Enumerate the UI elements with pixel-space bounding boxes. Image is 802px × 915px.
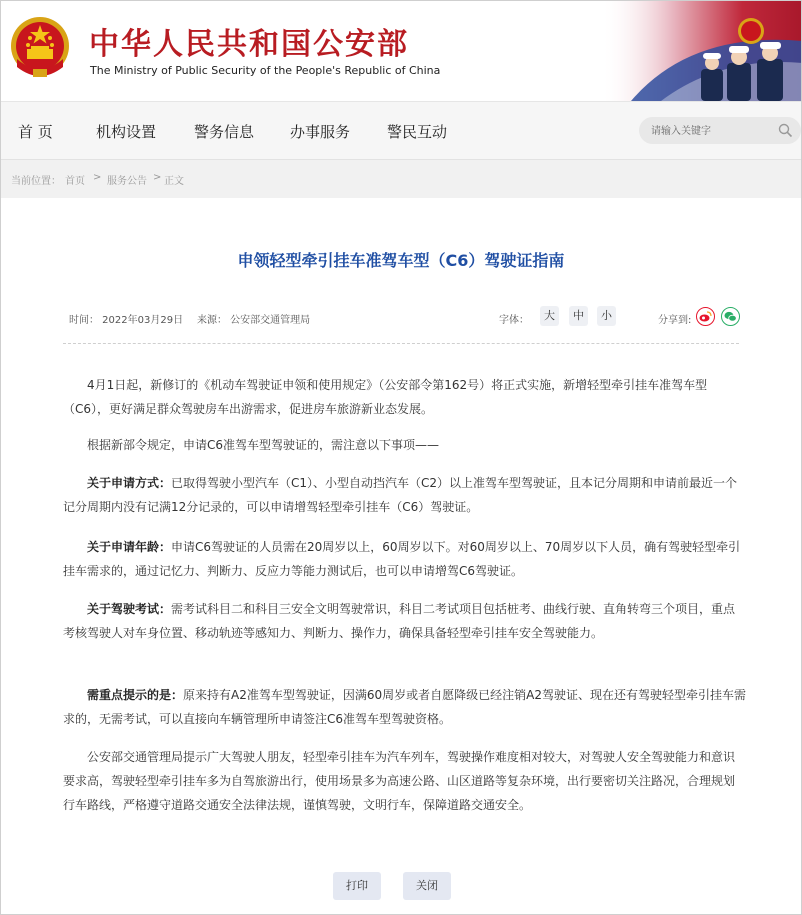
font-size-medium-button[interactable]: 中 (569, 306, 588, 326)
nav-item-interaction[interactable]: 警民互动 (387, 123, 448, 141)
site-title-en: The Ministry of Public Security of the People's Republic of China (90, 64, 441, 77)
search-box (639, 117, 801, 144)
paragraph-text: 公安部交通管理局提示广大驾驶人朋友，轻型牵引挂车为汽车列车，驾驶操作难度相对较大，对驾驶人安全驾驶能力和意识要求高，驾驶轻型牵引挂车多为自驾旅游出行，使用场景多为高速公路、山区道路等复杂环境，出行要密切关注路况，合理规划行车路线，严格遵守道路交通安全法律法规，谨慎驾驶，文明行车，保障道路交通安全。 (63, 750, 736, 812)
share-label: 分享到: (658, 315, 692, 326)
breadcrumb-separator: > (153, 172, 162, 183)
paragraph-lead: 需重点提示的是： (87, 688, 184, 702)
site-title-cn: 中华人民共和国公安部 (89, 27, 409, 62)
police-banner-image (601, 1, 801, 101)
article-paragraph (63, 745, 746, 817)
nav-item-police-info[interactable]: 警务信息 (194, 123, 255, 141)
paragraph-lead: 关于申请年龄： (87, 540, 172, 554)
breadcrumb (1, 159, 801, 198)
paragraph-text: 已取得驾驶小型汽车（C1）、小型自动挡汽车（C2）以上准驾车型驾驶证，且本记分周期和申请前最近一个记分周期内没有记满12分记录的，可以申请增驾轻型牵引挂车（C6）驾驶证。 (63, 476, 738, 514)
search-input[interactable] (649, 121, 773, 141)
article-paragraph (63, 471, 746, 519)
nav-item-home[interactable]: 首 页 (18, 123, 53, 141)
article-paragraph (63, 373, 746, 421)
breadcrumb-current: 正文 (164, 176, 184, 187)
breadcrumb-section[interactable]: 服务公告 (107, 176, 147, 187)
article-time: 时间： 2022年03月29日 (69, 315, 184, 326)
breadcrumb-prefix: 当前位置： (11, 176, 61, 187)
site-header (1, 1, 801, 101)
paragraph-text: 根据新部令规定，申请C6准驾车型驾驶证的，需注意以下事项—— (87, 438, 440, 452)
weibo-icon[interactable] (696, 307, 715, 326)
article-paragraph (63, 683, 746, 731)
article-paragraph (63, 597, 746, 645)
article-divider (63, 343, 739, 344)
paragraph-text: 需考试科目二和科目三安全文明驾驶常识，科目二考试项目包括桩考、曲线行驶、直角转弯三个项目，重点考核驾驶人对车身位置、移动轨迹等感知力、判断力、操作力，确保具备轻型牵引挂车安全驾驶能力。 (63, 602, 736, 640)
breadcrumb-home[interactable]: 首页 (65, 176, 85, 187)
article-title: 申领轻型牵引挂车准驾车型（C6）驾驶证指南 (237, 251, 565, 270)
wechat-icon[interactable] (721, 307, 740, 326)
article-source: 来源： 公安部交通管理局 (197, 315, 311, 326)
article-paragraph (63, 535, 746, 583)
paragraph-text: 申请C6驾驶证的人员需在20周岁以上，60周岁以下。对60周岁以上、70周岁以下人员，确有驾驶轻型牵引挂车需求的，通过记忆力、判断力、反应力等能力测试后，也可以申请增驾C6驾驶证。 (63, 540, 741, 578)
paragraph-text: 4月1日起，新修订的《机动车驾驶证申领和使用规定》（公安部令第162号）将正式实施，新增轻型牵引挂车准驾车型（C6），更好满足群众驾驶房车出游需求，促进房车旅游新业态发展。 (63, 378, 708, 416)
font-size-large-button[interactable]: 大 (540, 306, 559, 326)
paragraph-lead: 关于驾驶考试： (87, 602, 172, 616)
breadcrumb-separator: > (93, 172, 102, 183)
search-icon[interactable] (778, 123, 793, 138)
nav-item-organization[interactable]: 机构设置 (96, 123, 157, 141)
font-size-small-button[interactable]: 小 (597, 306, 616, 326)
paragraph-lead: 关于申请方式： (87, 476, 172, 490)
font-size-label: 字体： (499, 315, 529, 326)
print-button[interactable]: 打印 (333, 872, 381, 900)
nav-item-services[interactable]: 办事服务 (290, 123, 351, 141)
close-button[interactable]: 关闭 (403, 872, 451, 900)
article-paragraph (63, 433, 746, 457)
paragraph-text: 原来持有A2准驾车型驾驶证，因满60周岁或者自愿降级已经注销A2驾驶证、现在还有驾驶轻型牵引挂车需求的，无需考试，可以直接向车辆管理所申请签注C6准驾车型驾驶资格。 (63, 688, 746, 726)
national-emblem-icon (9, 15, 71, 81)
